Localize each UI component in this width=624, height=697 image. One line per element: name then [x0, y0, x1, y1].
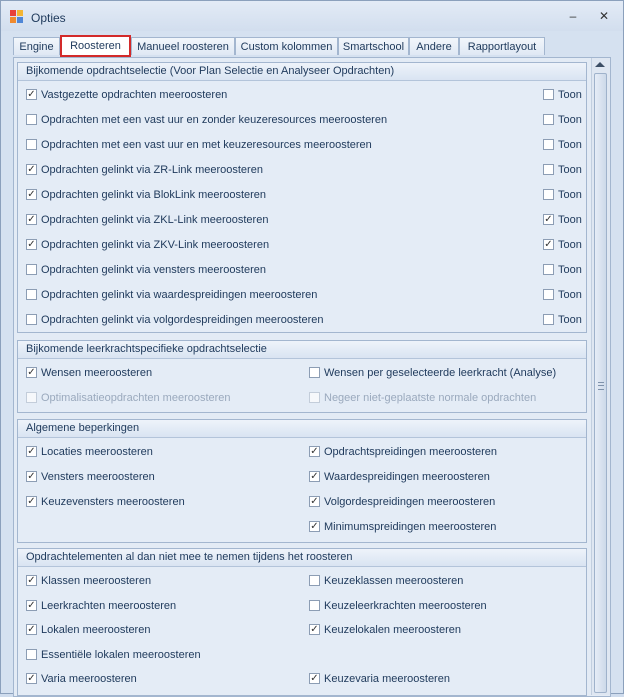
checkbox-label: Opdrachten gelinkt via volgordespreidingen meeroosteren: [41, 314, 324, 326]
tab-custom-kolommen[interactable]: Custom kolommen: [235, 37, 338, 55]
checkbox-checked[interactable]: ✓: [27, 624, 36, 635]
checkbox-unchecked[interactable]: [26, 264, 37, 275]
checkbox-unchecked: [26, 392, 37, 403]
checkbox-label: Minimumspreidingen meeroosteren: [324, 521, 497, 533]
checkbox-label: Toon: [558, 114, 582, 126]
checkbox-unchecked[interactable]: [543, 89, 554, 100]
checkbox-label: Toon: [558, 139, 582, 151]
checkbox-unchecked[interactable]: [309, 575, 320, 586]
checkbox-checked[interactable]: ✓: [27, 496, 36, 507]
grip-icon: [598, 382, 604, 390]
scrollbar-thumb[interactable]: [594, 73, 607, 693]
checkbox-label: Volgordespreidingen meeroosteren: [324, 496, 496, 508]
checkbox-checked[interactable]: ✓: [27, 239, 36, 250]
scroll-up-icon[interactable]: [595, 62, 605, 67]
checkbox-checked[interactable]: ✓: [310, 496, 319, 507]
checkbox-label: Waardespreidingen meeroosteren: [324, 471, 490, 483]
checkbox-label: Lokalen meeroosteren: [41, 624, 151, 636]
checkbox-label: Keuzeklassen meeroosteren: [324, 575, 464, 587]
checkbox-label: Keuzelokalen meeroosteren: [324, 624, 461, 636]
checkbox-unchecked[interactable]: [543, 164, 554, 175]
checkbox-label: Keuzevaria meeroosteren: [324, 673, 450, 685]
checkbox-unchecked[interactable]: [26, 289, 37, 300]
checkbox-checked[interactable]: ✓: [310, 471, 319, 482]
group-opdrachtselectie: [17, 62, 587, 333]
tab-content-roosteren: [13, 57, 611, 697]
checkbox-checked[interactable]: ✓: [27, 471, 36, 482]
vertical-scrollbar[interactable]: [591, 58, 610, 695]
checkbox-label: Opdrachten gelinkt via waardespreidingen meeroosteren: [41, 289, 318, 301]
checkbox-label: Toon: [558, 264, 582, 276]
checkbox-label: Keuzeleerkrachten meeroosteren: [324, 600, 487, 612]
checkbox-unchecked[interactable]: [543, 289, 554, 300]
checkbox-unchecked[interactable]: [543, 264, 554, 275]
checkbox-checked[interactable]: ✓: [27, 214, 36, 225]
checkbox-unchecked[interactable]: [309, 600, 320, 611]
group-title: Bijkomende leerkrachtspecifieke opdrachtselectie: [18, 341, 586, 359]
checkbox-label: Opdrachten gelinkt via ZKV-Link meeroosteren: [41, 239, 270, 251]
checkbox-checked[interactable]: ✓: [310, 521, 319, 532]
checkbox-unchecked[interactable]: [26, 114, 37, 125]
checkbox-checked[interactable]: ✓: [544, 214, 553, 225]
checkbox-label: Leerkrachten meeroosteren: [41, 600, 177, 612]
checkbox-checked[interactable]: ✓: [27, 189, 36, 200]
title-bar[interactable]: [1, 1, 623, 31]
checkbox-unchecked[interactable]: [309, 367, 320, 378]
checkbox-unchecked[interactable]: [543, 114, 554, 125]
tab-rapportlayout[interactable]: Rapportlayout: [459, 37, 545, 55]
tab-manueel-roosteren[interactable]: Manueel roosteren: [131, 37, 235, 55]
window-title: Opties: [31, 11, 66, 25]
checkbox-checked[interactable]: ✓: [27, 600, 36, 611]
checkbox-unchecked[interactable]: [543, 139, 554, 150]
checkbox-checked[interactable]: ✓: [27, 575, 36, 586]
checkbox-label: Toon: [558, 89, 582, 101]
checkbox-checked[interactable]: ✓: [27, 446, 36, 457]
checkbox-label: Toon: [558, 314, 582, 326]
tab-roosteren[interactable]: Roosteren: [60, 35, 131, 57]
checkbox-label: Negeer niet-geplaatste normale opdrachten: [324, 392, 537, 404]
tab-engine[interactable]: Engine: [13, 37, 60, 55]
group-leerkrachtselectie: [17, 340, 587, 413]
checkbox-label: Optimalisatieopdrachten meeroosteren: [41, 392, 231, 404]
checkbox-checked[interactable]: ✓: [310, 673, 319, 684]
checkbox-label: Vastgezette opdrachten meeroosteren: [41, 89, 228, 101]
checkbox-checked[interactable]: ✓: [27, 164, 36, 175]
checkbox-checked[interactable]: ✓: [310, 624, 319, 635]
tab-andere[interactable]: Andere: [409, 37, 459, 55]
minimize-button[interactable]: –: [569, 9, 577, 23]
group-algemene-beperkingen: [17, 419, 587, 543]
tab-smartschool[interactable]: Smartschool: [338, 37, 409, 55]
checkbox-checked[interactable]: ✓: [27, 673, 36, 684]
checkbox-label: Toon: [558, 214, 582, 226]
checkbox-label: Wensen per geselecteerde leerkracht (Analyse): [324, 367, 557, 379]
checkbox-checked[interactable]: ✓: [544, 239, 553, 250]
group-title: Opdrachtelementen al dan niet mee te nemen tijdens het roosteren: [18, 549, 586, 567]
checkbox-label: Opdrachten met een vast uur en met keuzeresources meeroosteren: [41, 139, 372, 151]
close-button[interactable]: ✕: [598, 9, 610, 23]
checkbox-label: Toon: [558, 189, 582, 201]
checkbox-label: Opdrachten gelinkt via vensters meeroosteren: [41, 264, 267, 276]
checkbox-checked[interactable]: ✓: [27, 89, 36, 100]
checkbox-label: Klassen meeroosteren: [41, 575, 152, 587]
checkbox-label: Vensters meeroosteren: [41, 471, 155, 483]
checkbox-unchecked[interactable]: [26, 314, 37, 325]
checkbox-unchecked: [309, 392, 320, 403]
checkbox-label: Toon: [558, 289, 582, 301]
checkbox-label: Locaties meeroosteren: [41, 446, 153, 458]
checkbox-label: Opdrachten gelinkt via ZKL-Link meeroosteren: [41, 214, 269, 226]
checkbox-label: Toon: [558, 164, 582, 176]
checkbox-unchecked[interactable]: [26, 649, 37, 660]
checkbox-unchecked[interactable]: [543, 189, 554, 200]
group-title: Algemene beperkingen: [18, 420, 586, 438]
checkbox-label: Varia meeroosteren: [41, 673, 137, 685]
checkbox-label: Opdrachten gelinkt via BlokLink meeroosteren: [41, 189, 267, 201]
checkbox-label: Opdrachtspreidingen meeroosteren: [324, 446, 498, 458]
checkbox-label: Wensen meeroosteren: [41, 367, 153, 379]
group-title: Bijkomende opdrachtselectie (Voor Plan Selectie en Analyseer Opdrachten): [18, 63, 586, 81]
checkbox-checked[interactable]: ✓: [27, 367, 36, 378]
checkbox-label: Opdrachten met een vast uur en zonder keuzeresources meeroosteren: [41, 114, 388, 126]
checkbox-label: Toon: [558, 239, 582, 251]
checkbox-unchecked[interactable]: [26, 139, 37, 150]
checkbox-checked[interactable]: ✓: [310, 446, 319, 457]
group-opdrachtelementen: [17, 548, 587, 696]
checkbox-label: Keuzevensters meeroosteren: [41, 496, 185, 508]
app-icon: [10, 10, 24, 24]
checkbox-label: Opdrachten gelinkt via ZR-Link meeroosteren: [41, 164, 263, 176]
checkbox-label: Essentiële lokalen meeroosteren: [41, 649, 201, 661]
checkbox-unchecked[interactable]: [543, 314, 554, 325]
